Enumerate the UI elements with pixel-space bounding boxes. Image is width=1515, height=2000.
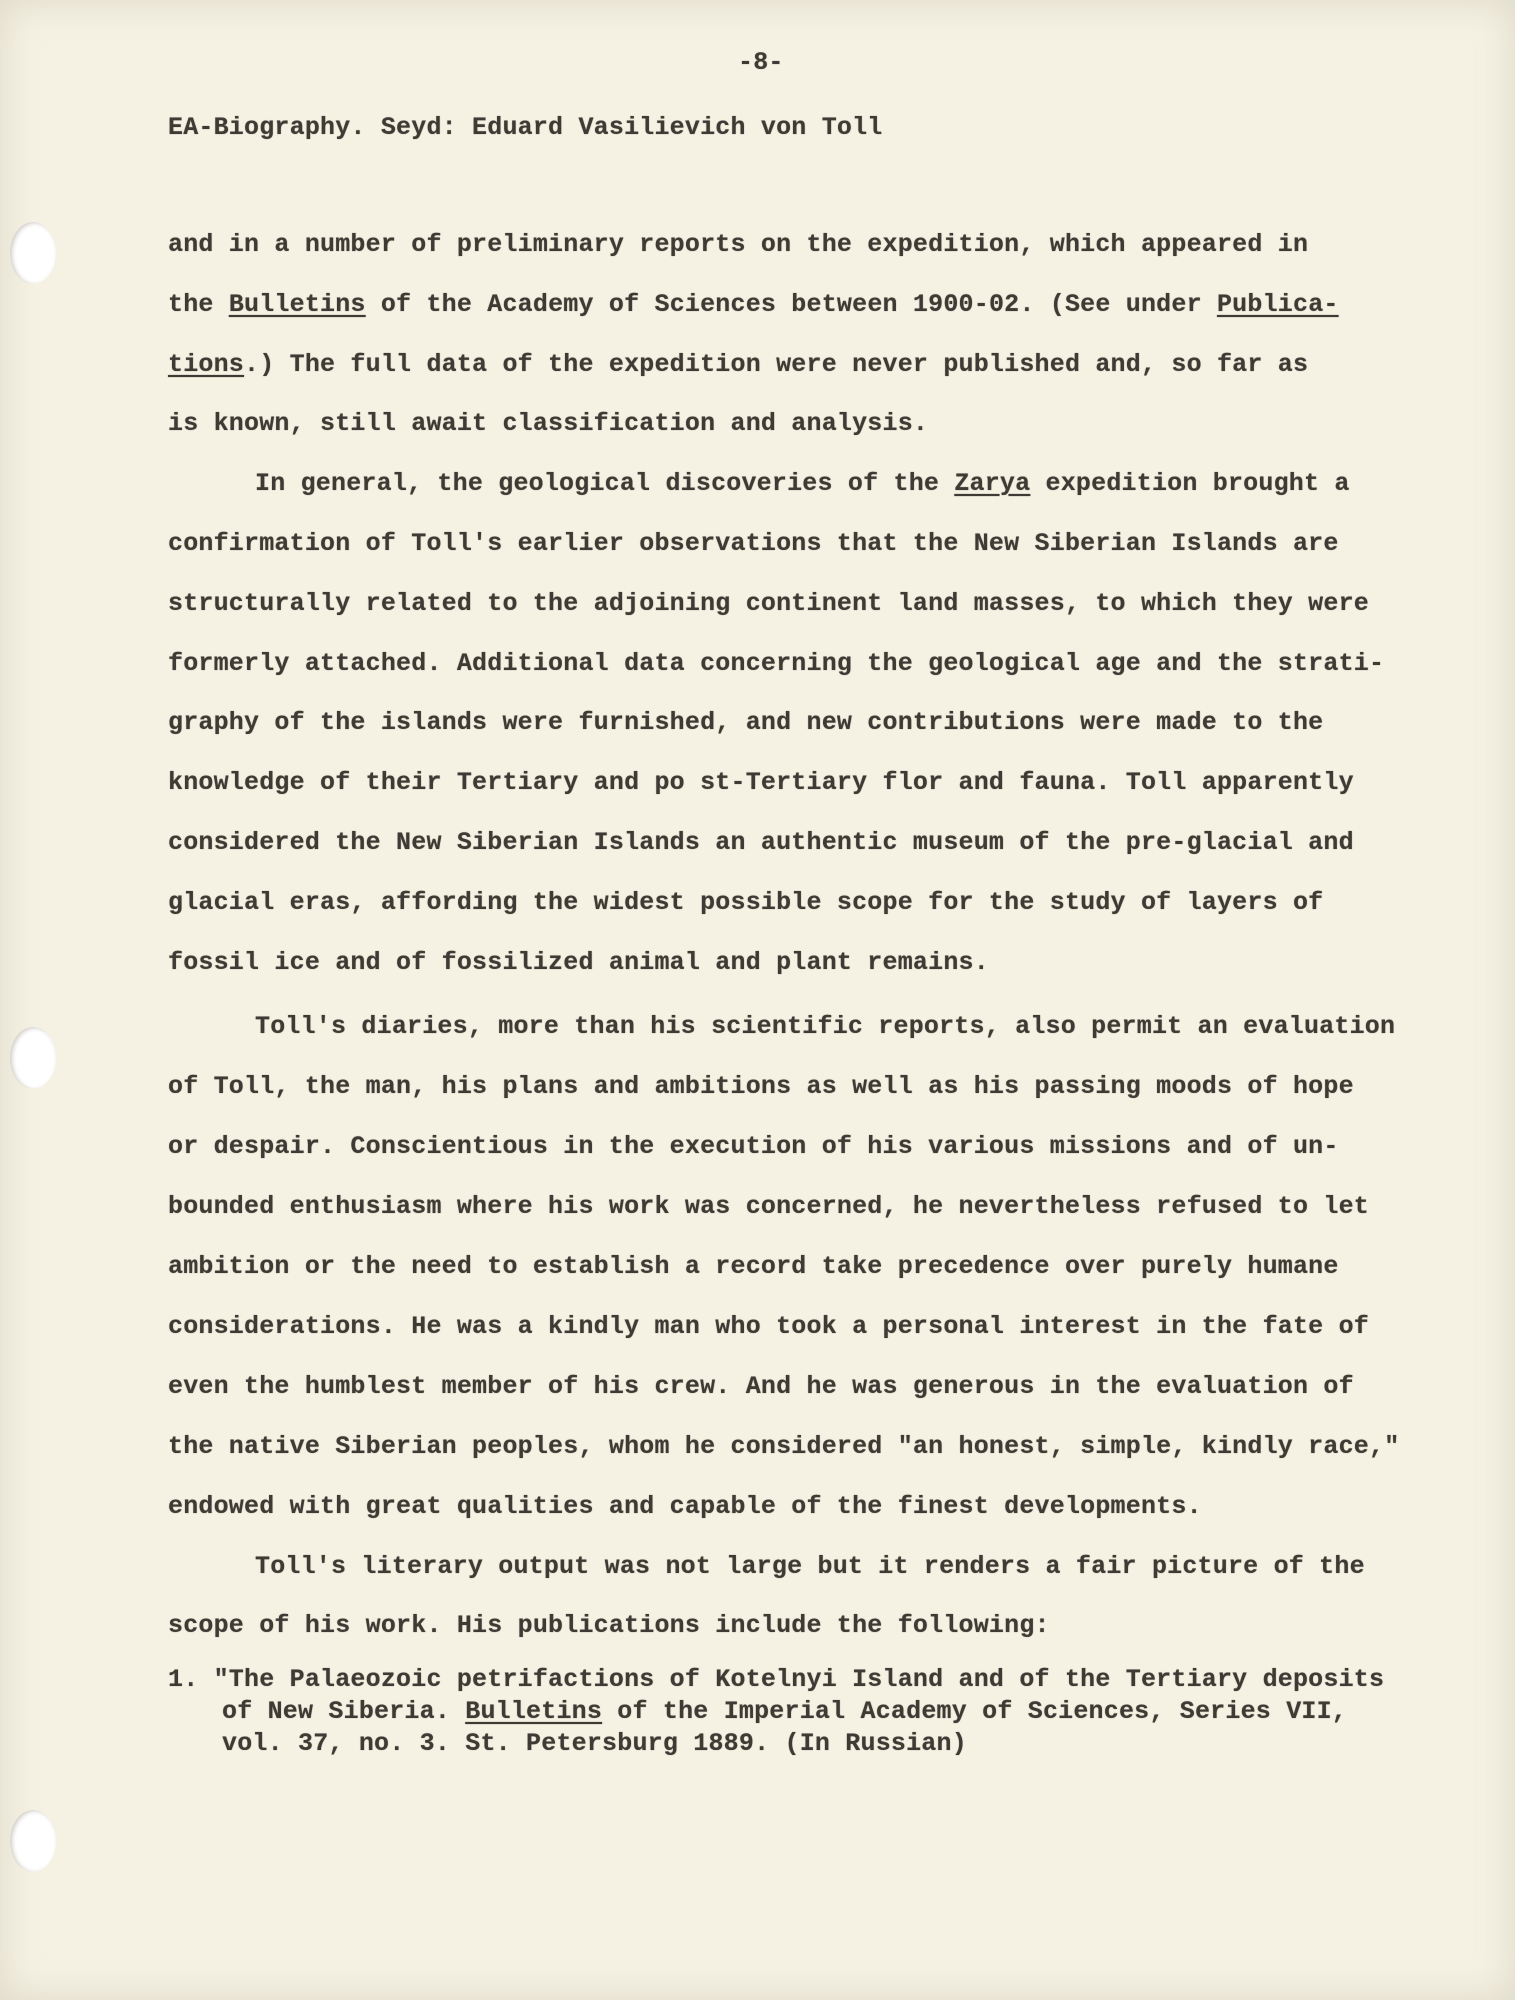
paragraph-3-line-1: Toll's diaries, more than his scientific reports, also permit an evaluation (255, 1012, 1396, 1041)
page-number: -8- (738, 48, 784, 77)
paragraph-2-line-3: structurally related to the adjoining continent land masses, to which they were (168, 589, 1369, 618)
paragraph-2-line-7: considered the New Siberian Islands an authentic museum of the pre-glacial and (168, 828, 1354, 857)
paragraph-3-line-8: the native Siberian peoples, whom he considered "an honest, simple, kindly race," (168, 1432, 1400, 1461)
publications-ref-cont: tions (168, 350, 245, 379)
running-head: EA-Biography. Seyd: Eduard Vasilievich von Toll (168, 113, 883, 142)
bulletins-title: Bulletins (228, 290, 366, 319)
publication-1-line-1: 1. "The Palaeozoic petrifactions of Kotelnyi Island and of the Tertiary deposits (168, 1665, 1385, 1694)
publication-1-line-2: of New Siberia. Bulletins of the Imperial Academy of Sciences, Series VII, (222, 1697, 1347, 1726)
paragraph-3-line-5: ambition or the need to establish a record take precedence over purely humane (168, 1252, 1339, 1281)
paragraph-3-line-9: endowed with great qualities and capable of the finest developments. (168, 1492, 1202, 1521)
punch-hole-bottom (10, 1810, 56, 1872)
paragraph-2-line-6: knowledge of their Tertiary and po st-Tertiary flor and fauna. Toll apparently (168, 768, 1354, 797)
punch-hole-middle (10, 1027, 56, 1089)
paragraph-4-line-1: Toll's literary output was not large but it renders a fair picture of the (255, 1552, 1365, 1581)
paragraph-3-line-2: of Toll, the man, his plans and ambitions as well as his passing moods of hope (168, 1072, 1354, 1101)
bulletins-title: Bulletins (465, 1697, 603, 1726)
zarya-ship-name: Zarya (954, 469, 1031, 498)
paragraph-3-line-4: bounded enthusiasm where his work was concerned, he nevertheless refused to let (168, 1192, 1369, 1221)
paragraph-3-line-7: even the humblest member of his crew. And he was generous in the evaluation of (168, 1372, 1354, 1401)
paragraph-2-line-5: graphy of the islands were furnished, and new contributions were made to the (168, 708, 1324, 737)
paragraph-2-line-1: In general, the geological discoveries of the Zarya expedition brought a (255, 469, 1350, 498)
paragraph-3-line-3: or despair. Conscientious in the execution of his various missions and of un- (168, 1132, 1339, 1161)
paragraph-1-line-2: the Bulletins of the Academy of Sciences between 1900-02. (See under Publica- (168, 290, 1339, 319)
paragraph-3-line-6: considerations. He was a kindly man who took a personal interest in the fate of (168, 1312, 1369, 1341)
paragraph-2-line-8: glacial eras, affording the widest possible scope for the study of layers of (168, 888, 1324, 917)
paragraph-2-line-4: formerly attached. Additional data concerning the geological age and the strati- (168, 649, 1385, 678)
publications-ref: Publica- (1216, 290, 1339, 319)
publication-1-line-3: vol. 37, no. 3. St. Petersburg 1889. (In Russian) (222, 1729, 967, 1758)
punch-hole-top (10, 222, 56, 284)
paragraph-4-line-2: scope of his work. His publications include the following: (168, 1611, 1050, 1640)
paragraph-1-line-1: and in a number of preliminary reports on the expedition, which appeared in (168, 230, 1309, 259)
paragraph-1-line-4: is known, still await classification and analysis. (168, 409, 929, 438)
paragraph-2-line-2: confirmation of Toll's earlier observations that the New Siberian Islands are (168, 529, 1339, 558)
paragraph-2-line-9: fossil ice and of fossilized animal and plant remains. (168, 948, 989, 977)
paragraph-1-line-3: tions.) The full data of the expedition were never published and, so far as (168, 350, 1309, 379)
